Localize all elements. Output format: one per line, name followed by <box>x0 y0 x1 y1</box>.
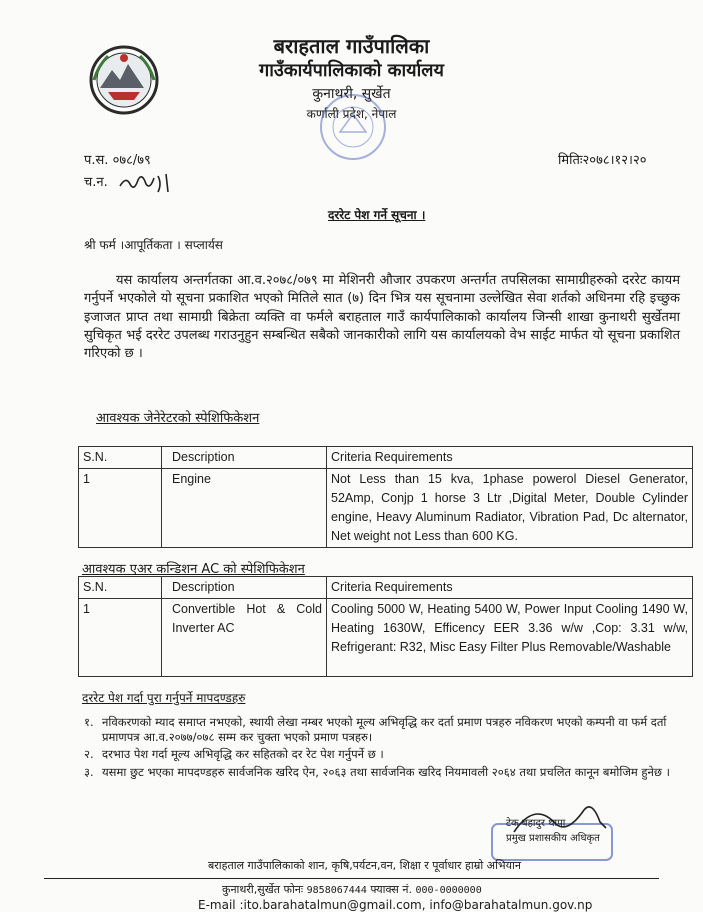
office-name: गाउँकार्यपालिकाको कार्यालय <box>259 60 444 81</box>
letter-date: मितिः२०७८।१२।२० <box>558 153 647 168</box>
row-sn: 1 <box>79 599 162 677</box>
row-criteria: Not Less than 15 kva, 1phase powerol Diesel Generator, 52Amp, Conjp 1 horse 3 Ltr ,Digital Meter, Double Cylinder engine, Heavy Aluminum Radiator, Vibration Pad, Dc alternator, Net weight not Less than 600 KG. <box>327 469 693 548</box>
footer-motto: बराहताल गाउँपालिकाको शान, कृषि,पर्यटन,वन, शिक्षा र पूर्वाधार हाम्रो अभियान <box>208 859 521 872</box>
column-header-criteria: Criteria Requirements <box>327 577 693 599</box>
column-header-criteria: Criteria Requirements <box>327 447 693 469</box>
column-header-sn: S.N. <box>79 447 162 469</box>
phone-number: 9858067444 <box>306 885 367 896</box>
list-item-text: यसमा छुट भएका मापदण्डहरु सार्वजनिक खरिद ऐन, २०६३ तथा सार्वजनिक खरिद नियमावली २०६४ तथा प्रचलित कानून बमोजिम हुनेछ । <box>102 764 670 779</box>
requirements-list <box>84 715 694 782</box>
ac-spec-table <box>78 576 693 677</box>
list-item-text: नविकरणको म्याद समाप्त नभएको, स्थायी लेखा नम्बर भएको मूल्य अभिवृद्धि कर दर्ता प्रमाण पत्रहरु नविकरण भएको कम्पनी वा फर्म दर्ता प्रमाणपत्र आ.व.२०७७/०७८ सम्म कर चुक्ता भएको प्रमाण पत्रहरु। <box>102 715 667 744</box>
ac-spec-heading: आवश्यक एअर कन्डिशन AC को स्पेशिफिकेशन <box>82 562 305 577</box>
fax-number: 000-0000000 <box>415 885 482 896</box>
list-item-text: दरभाउ पेश गर्दा मूल्य अभिवृद्धि कर सहितको दर रेट पेश गर्नुपर्ने छ । <box>102 747 384 761</box>
table-header-row <box>79 577 693 599</box>
dispatch-number-label: च.न. <box>84 175 108 190</box>
office-place: कुनाथरी, सुर्खेत <box>312 86 391 102</box>
list-item <box>84 765 694 780</box>
list-item <box>84 747 694 762</box>
column-header-description: Description <box>162 447 327 469</box>
table-row <box>79 469 693 548</box>
handwritten-dispatch-number <box>118 168 180 196</box>
row-sn: 1 <box>79 469 162 548</box>
footer-email: E-mail :ito.barahatalmun@gmail.com, info@barahatalmun.gov.np <box>198 898 593 912</box>
row-criteria: Cooling 5000 W, Heating 5400 W, Power Input Cooling 1490 W, Heating 1630W, Efficency EER 3.36 w/w ,Cop: 3.31 w/w, Refrigerant: R32, Misc Easy Filter Plus Removable/Washable <box>327 599 693 677</box>
office-province: कर्णाली प्रदेश, नेपाल <box>306 107 397 121</box>
row-description: Convertible Hot & Cold Inverter AC <box>162 599 327 677</box>
footer-contact <box>222 882 482 897</box>
column-header-description: Description <box>162 577 327 599</box>
requirements-heading: दररेट पेश गर्दा पुरा गर्नुपर्ने मापदण्डहरु <box>82 691 246 705</box>
office-seal-stamp <box>318 92 388 162</box>
list-item-number: २. <box>84 747 94 761</box>
column-header-sn: S.N. <box>79 577 162 599</box>
letter-reference-number: प.स. ०७८/७९ <box>84 153 151 168</box>
list-item-number: १. <box>84 715 94 729</box>
org-name: बराहताल गाउँपालिका <box>273 34 430 58</box>
table-header-row <box>79 447 693 469</box>
list-item <box>84 715 694 744</box>
officer-name: टेक बहादुर थापा <box>506 818 566 829</box>
officer-title: प्रमुख प्रशासकीय अधिकृत <box>506 833 600 844</box>
footer-divider <box>44 878 659 879</box>
contact-prefix: कुनाथरी,सुर्खेत फोनः <box>222 883 304 896</box>
generator-spec-heading: आवश्यक जेनेरेटरको स्पेशिफिकेशन <box>96 411 260 426</box>
generator-spec-table <box>78 446 693 548</box>
notice-title: दररेट पेश गर्ने सूचना । <box>328 208 426 222</box>
list-item-number: ३. <box>84 764 94 779</box>
table-row <box>79 599 693 677</box>
addressee: श्री फर्म ।आपूर्तिकता । सप्लार्यस <box>84 238 223 252</box>
fax-label: फ्याक्स नं. <box>370 883 412 896</box>
row-description: Engine <box>162 469 327 548</box>
notice-body: यस कार्यालय अन्तर्गतका आ.व.२०७८/०७९ मा मेशिनरी औजार उपकरण अन्तर्गत तपसिलका सामाग्रीहरुको दररेट कायम गर्नुपर्ने भएकोले यो सूचना प्रकाशित भएको मितिले सात (७) दिन भित्र यस सूचनामा उल्लेखित सेवा शर्तको अधिनमा रहि इच्छुक इजाजत प्राप्त तथा सामाग्री बिक्रेता व्यक्ति वा फर्मले बराहताल गाउँ कार्यपालिकाको कार्यालय जिन्सी शाखा कुनाथरी सुर्खेतमा सुचिकृत भई दररेट उपलब्ध गराउनुहुन सम्बन्धित सबैको जानकारीको लागि यस कार्यालयको वेभ साईट मार्फत यो सूचना प्रकाशित गरिएको छ । <box>84 273 680 362</box>
